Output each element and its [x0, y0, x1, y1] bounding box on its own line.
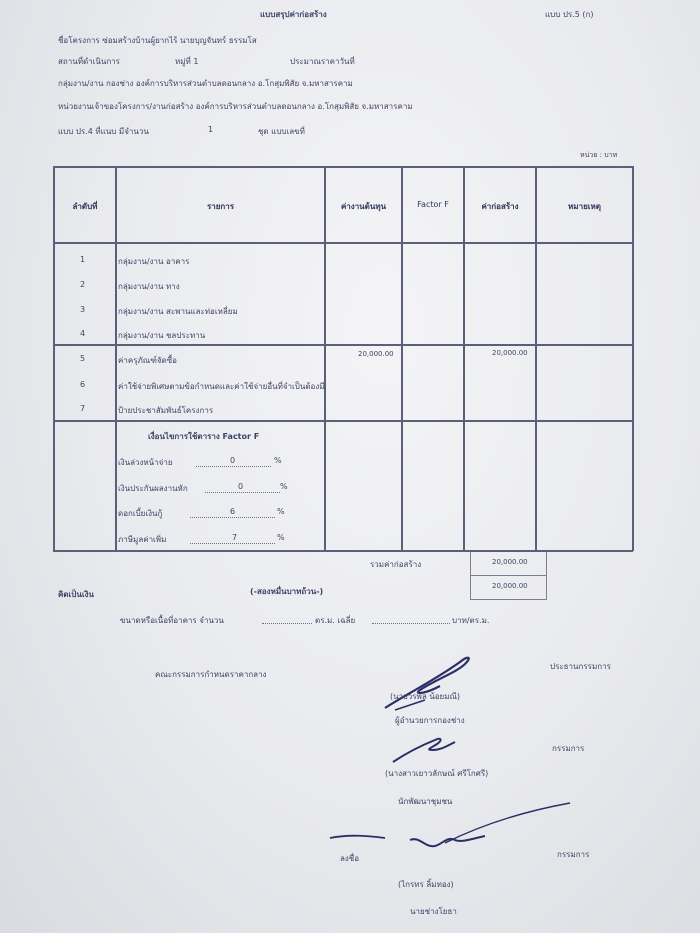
- row-construction-value: 20,000.00: [492, 349, 528, 357]
- member2-signature: [325, 798, 585, 868]
- chair-role: ประธานกรรมการ: [550, 662, 611, 671]
- row-item: ค่าครุภัณฑ์จัดซื้อ: [118, 356, 177, 365]
- row-no: 5: [80, 354, 86, 363]
- col-header-no: ลำดับที่: [72, 202, 98, 211]
- form-count-label: แบบ ปร.4 ที่แนบ มีจำนวน: [58, 127, 149, 136]
- condition-value: 0: [238, 482, 244, 491]
- condition-value: 7: [232, 533, 238, 542]
- chair-signature: [365, 650, 485, 715]
- condition-value: 0: [230, 456, 236, 465]
- work-group: กลุ่มงาน/งาน กองช่าง องค์การบริหารส่วนตำบลดอนกลาง อ.โกสุมพิสัย จ.มหาสารคาม: [58, 79, 353, 88]
- condition-label: ดอกเบี้ยเงินกู้: [118, 509, 163, 518]
- unit-label: หน่วย : บาท: [580, 151, 618, 159]
- member2-position: นายช่างโยธา: [410, 907, 457, 916]
- form-count-unit: ชุด แบบเลขที่: [258, 127, 305, 136]
- agency: หน่วยงานเจ้าของโครงการ/งานก่อสร้าง องค์การบริหารส่วนตำบลดอนกลาง อ.โกสุมพิสัย จ.มหาสารคาม: [58, 102, 413, 111]
- row-no: 7: [80, 404, 86, 413]
- location-label: สถานที่ดำเนินการ: [58, 57, 120, 66]
- condition-unit: %: [274, 456, 282, 465]
- condition-unit: %: [277, 533, 285, 542]
- member1-name: (นางสาวเยาวลักษณ์ ศรีโกศรี): [385, 769, 489, 778]
- chair-name: (นายวรพล น้อยมณี): [390, 692, 461, 701]
- conditions-title: เงื่อนไขการใช้ตาราง Factor F: [148, 432, 260, 441]
- member2-role: กรรมการ: [557, 850, 590, 859]
- form-number: แบบ ปร.5 (ก): [545, 10, 594, 19]
- col-header-cost: ค่างานต้นทุน: [340, 202, 387, 211]
- committee-title: คณะกรรมการกำหนดราคากลาง: [155, 670, 267, 679]
- area-unit: ตร.ม. เฉลี่ย: [315, 616, 356, 625]
- condition-label: ภาษีมูลค่าเพิ่ม: [118, 535, 167, 544]
- row-no: 1: [80, 255, 86, 264]
- area-line: ขนาดหรือเนื้อที่อาคาร จำนวน: [120, 616, 224, 625]
- row-no: 2: [80, 280, 86, 289]
- row-cost-value: 20,000.00: [358, 350, 394, 358]
- row-item: กลุ่มงาน/งาน ชลประทาน: [118, 331, 206, 340]
- member2-name: (ไกรทร ลิ้มทอง): [398, 880, 454, 889]
- village: หมู่ที่ 1: [175, 57, 199, 66]
- condition-unit: %: [280, 482, 288, 491]
- col-header-item: รายการ: [206, 202, 235, 211]
- col-header-remark: หมายเหตุ: [568, 202, 601, 211]
- row-no: 3: [80, 305, 86, 314]
- row-no: 4: [80, 329, 86, 338]
- condition-value: 6: [230, 507, 236, 516]
- total-label: รวมค่าก่อสร้าง: [370, 560, 422, 569]
- document-title: แบบสรุปค่าก่อสร้าง: [260, 10, 327, 19]
- member1-position: นักพัฒนาชุมชน: [398, 797, 453, 806]
- row-no: 6: [80, 380, 86, 389]
- chair-position: ผู้อำนวยการกองช่าง: [395, 716, 465, 725]
- col-header-construction: ค่าก่อสร้าง: [481, 202, 519, 211]
- row-item: กลุ่มงาน/งาน สะพานและท่อเหลี่ยม: [118, 307, 238, 316]
- condition-label: เงินประกันผลงานหัก: [118, 484, 188, 493]
- col-header-factor: Factor F: [417, 200, 449, 209]
- row-item: กลุ่มงาน/งาน ทาง: [118, 282, 180, 291]
- member1-signature: [385, 732, 465, 767]
- amount-label: คิดเป็นเงิน: [58, 590, 94, 599]
- member1-role: กรรมการ: [552, 744, 585, 753]
- sign-label: ลงชื่อ: [340, 854, 360, 863]
- form-count-number: 1: [208, 125, 214, 134]
- total-value: 20,000.00: [492, 558, 528, 566]
- condition-unit: %: [277, 507, 285, 516]
- price-basis: ประมาณราคาวันที่: [290, 57, 355, 66]
- project-name: ชื่อโครงการ ซ่อมสร้างบ้านผู้ยากไร้ นายบุญจันทร์ ธรรมโส: [58, 36, 257, 45]
- row-item: ค่าใช้จ่ายพิเศษตามข้อกำหนดและค่าใช้จ่ายอื่นที่จำเป็นต้องมี: [118, 382, 325, 391]
- row-item: ป้ายประชาสัมพันธ์โครงการ: [118, 406, 214, 415]
- amount-value: 20,000.00: [492, 582, 528, 590]
- amount-in-words: (-สองหมื่นบาทถ้วน-): [250, 587, 324, 596]
- rate-unit: บาท/ตร.ม.: [452, 616, 490, 625]
- row-item: กลุ่มงาน/งาน อาคาร: [118, 257, 190, 266]
- condition-label: เงินล่วงหน้าจ่าย: [118, 458, 173, 467]
